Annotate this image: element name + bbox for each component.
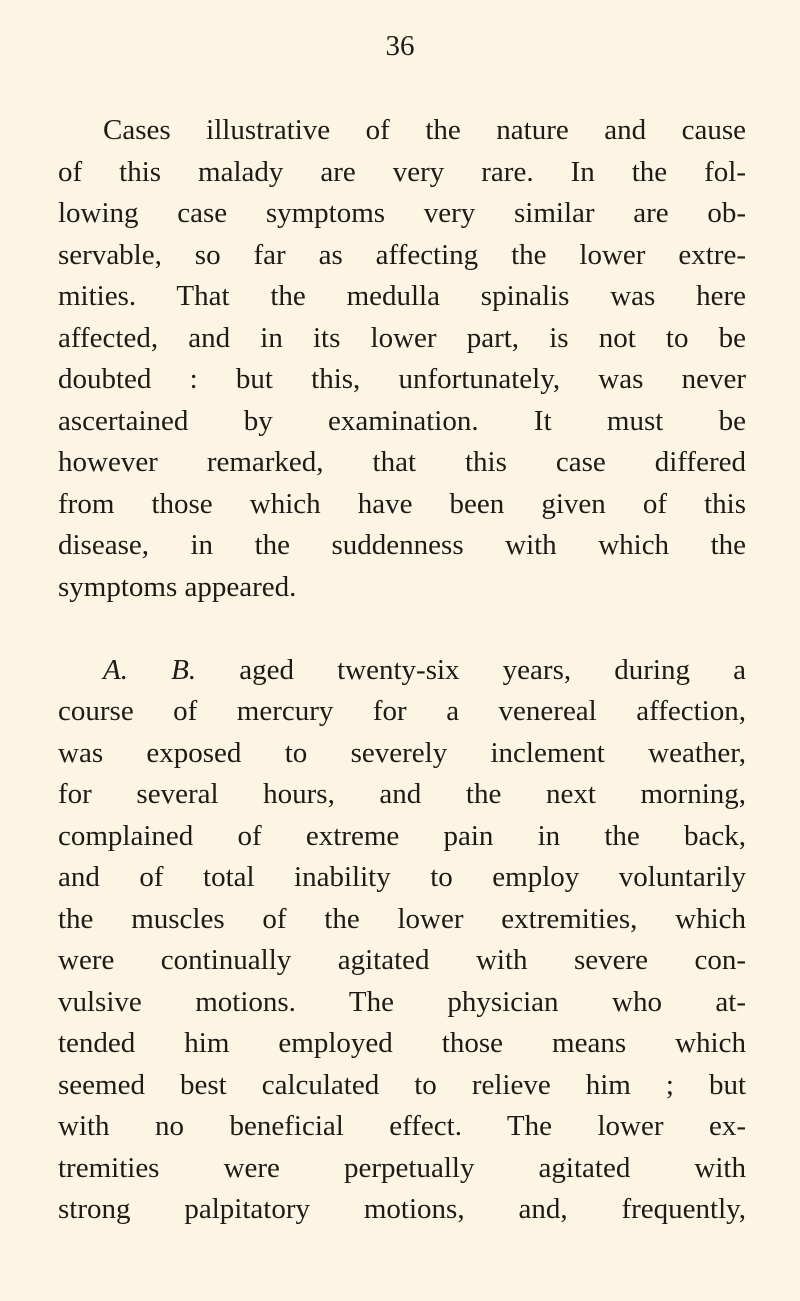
text-line: vulsive motions. The physician who at- bbox=[58, 985, 746, 1018]
paragraph-2 bbox=[58, 650, 746, 1231]
text-line: the muscles of the lower extremities, which bbox=[58, 902, 746, 935]
text-line: disease, in the suddenness with which the bbox=[58, 529, 746, 561]
paragraph-1 bbox=[58, 110, 746, 608]
text-line: doubted : but this, unfortunately, was never bbox=[58, 363, 746, 395]
text-line: however remarked, that this case differed bbox=[58, 446, 746, 478]
paragraph-gap bbox=[58, 608, 746, 650]
page-body bbox=[58, 110, 746, 1231]
text-line: for several hours, and the next morning, bbox=[58, 778, 746, 810]
text-line: seemed best calculated to relieve him ; but bbox=[58, 1068, 746, 1101]
text-line: ascertained by examination. It must be bbox=[58, 404, 746, 437]
text-line bbox=[58, 650, 746, 692]
text-line: of this malady are very rare. In the fol- bbox=[58, 155, 746, 188]
text-line: and of total inability to employ voluntarily bbox=[58, 861, 746, 893]
page-number: 36 bbox=[385, 30, 415, 62]
line-text: aged twenty-six years, during a bbox=[196, 653, 746, 686]
text-line: from those which have been given of this bbox=[58, 487, 746, 520]
text-line: tended him employed those means which bbox=[58, 1027, 746, 1059]
text-line: complained of extreme pain in the back, bbox=[58, 819, 746, 852]
text-line: Cases illustrative of the nature and cause bbox=[103, 114, 746, 146]
text-line: tremities were perpetually agitated with bbox=[58, 1151, 746, 1184]
text-line: servable, so far as affecting the lower extre- bbox=[58, 238, 746, 271]
text-line: affected, and in its lower part, is not to be bbox=[58, 321, 746, 354]
text-line: mities. That the medulla spinalis was here bbox=[58, 280, 746, 312]
text-line: with no beneficial effect. The lower ex- bbox=[58, 1110, 746, 1142]
text-line: course of mercury for a venereal affection, bbox=[58, 695, 746, 727]
text-line: was exposed to severely inclement weather, bbox=[58, 736, 746, 769]
text-line: lowing case symptoms very similar are ob- bbox=[58, 197, 746, 229]
text-line: were continually agitated with severe con- bbox=[58, 944, 746, 976]
text-line: symptoms appeared. bbox=[58, 570, 297, 603]
text-line: strong palpitatory motions, and, frequently, bbox=[58, 1193, 746, 1225]
patient-initials: A. B. bbox=[103, 653, 197, 686]
